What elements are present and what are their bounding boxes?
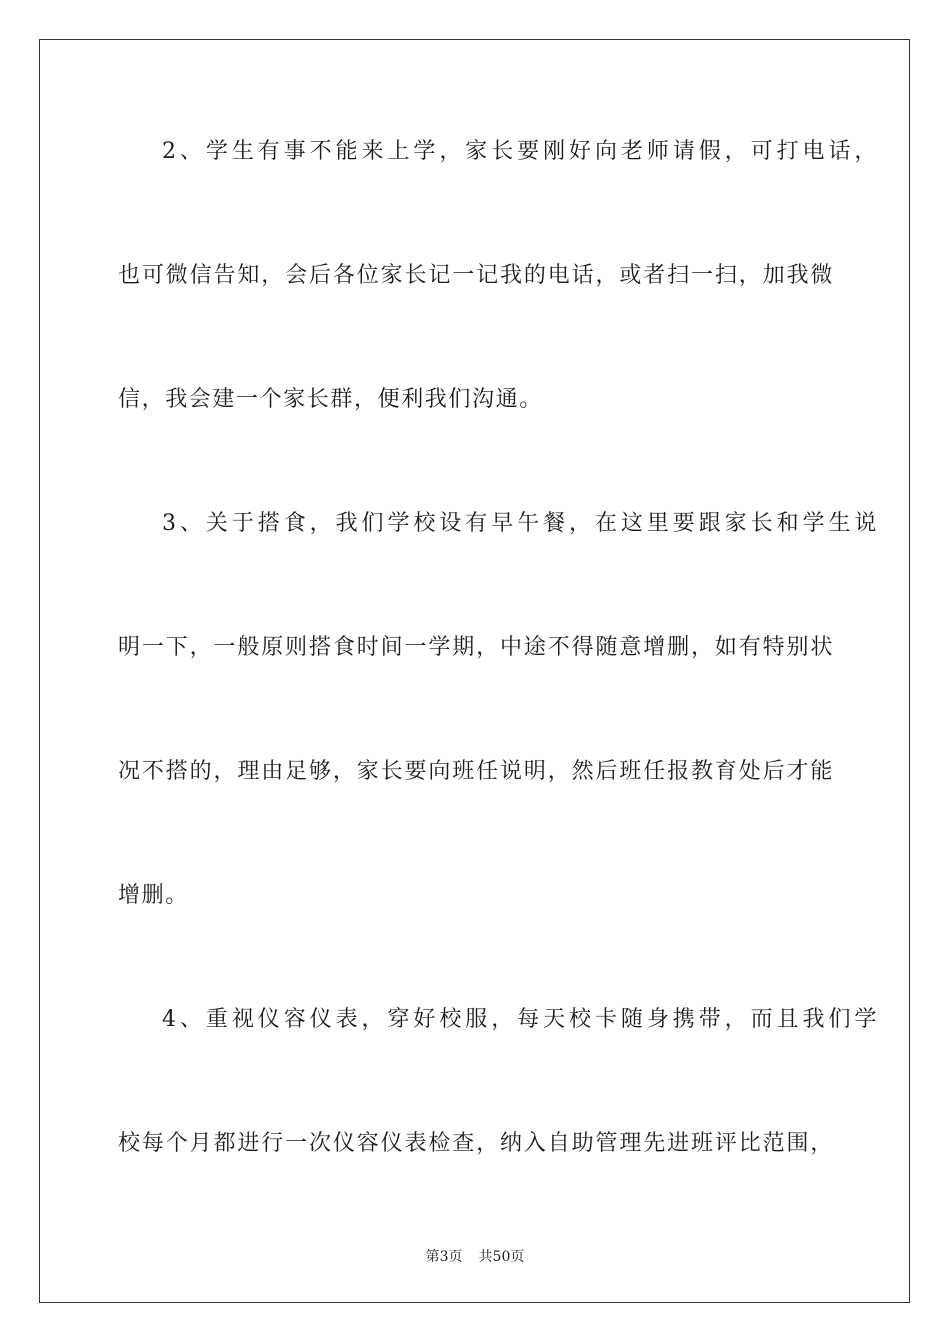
paragraph-4-line-1: 4、重视仪容仪表，穿好校服，每天校卡随身携带，而且我们学 xyxy=(162,1007,878,1032)
paragraph-3-line-2: 明一下，一般原则搭食时间一学期，中途不得随意增删，如有特别状 xyxy=(118,635,834,660)
paragraph-3-line-1: 3、关于搭食，我们学校设有早午餐，在这里要跟家长和学生说 xyxy=(162,511,878,536)
page-footer xyxy=(0,1247,950,1267)
paragraph-4-line-2: 校每个月都进行一次仪容仪表检查，纳入自助管理先进班评比范围， xyxy=(118,1131,834,1156)
paragraph-2-line-2: 也可微信告知，会后各位家长记一记我的电话，或者扫一扫，加我微 xyxy=(118,263,834,288)
paragraph-2-line-3: 信，我会建一个家长群，便利我们沟通。 xyxy=(118,387,543,412)
paragraph-3-line-4: 增删。 xyxy=(118,883,189,908)
paragraph-2-line-1: 2、学生有事不能来上学，家长要刚好向老师请假，可打电话， xyxy=(162,139,878,164)
paragraph-3-line-3: 况不搭的，理由足够，家长要向班任说明，然后班任报教育处后才能 xyxy=(118,759,834,784)
page-total: 共50页 xyxy=(478,1249,525,1265)
page-border xyxy=(39,39,910,1303)
page-number: 第3页 xyxy=(425,1249,463,1265)
